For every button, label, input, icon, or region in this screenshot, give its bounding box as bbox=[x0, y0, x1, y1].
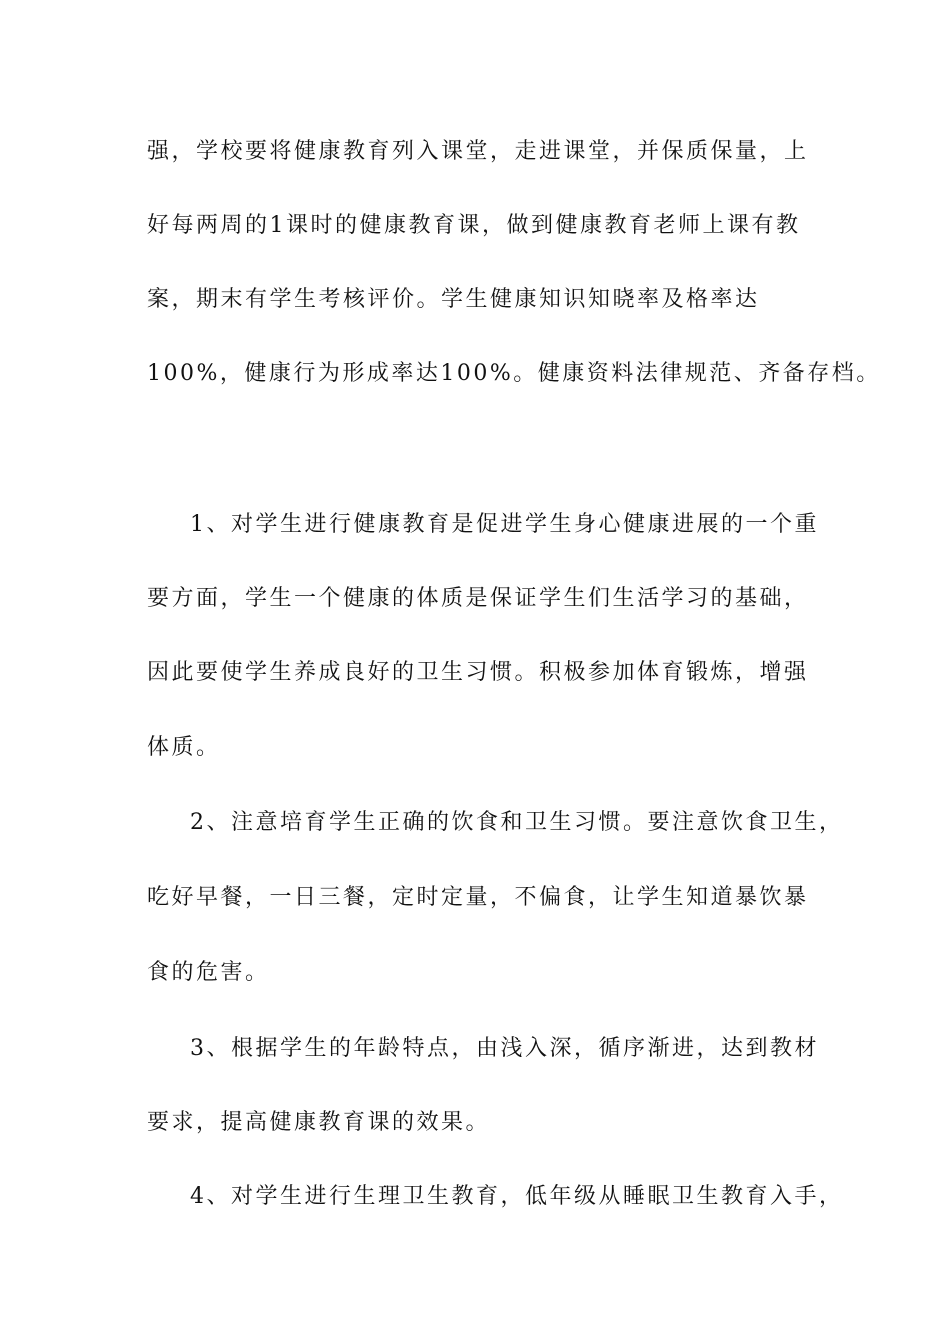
text-line: 3、根据学生的年龄特点，由浅入深，循序渐进，达到教材 bbox=[190, 1036, 819, 1061]
text-line: 1、对学生进行健康教育是促进学生身心健康进展的一个重 bbox=[190, 512, 819, 537]
text-line: 要方面，学生一个健康的体质是保证学生们生活学习的基础， bbox=[147, 586, 809, 611]
text-line: 体质。 bbox=[147, 735, 221, 760]
text-line: 因此要使学生养成良好的卫生习惯。积极参加体育锻炼，增强 bbox=[147, 660, 809, 685]
text-line: 强，学校要将健康教育列入课堂，走进课堂，并保质保量，上 bbox=[147, 139, 809, 164]
text-line: 食的危害。 bbox=[147, 960, 270, 985]
text-line: 要求，提高健康教育课的效果。 bbox=[147, 1110, 491, 1135]
text-line: 4、对学生进行生理卫生教育，低年级从睡眠卫生教育入手， bbox=[190, 1184, 844, 1209]
text-line: 吃好早餐，一日三餐，定时定量，不偏食，让学生知道暴饮暴 bbox=[147, 885, 809, 910]
text-line: 100%，健康行为形成率达100%。健康资料法律规范、齐备存档。 bbox=[147, 361, 881, 386]
text-line: 好每两周的1课时的健康教育课，做到健康教育老师上课有教 bbox=[147, 213, 801, 238]
text-line: 案，期末有学生考核评价。学生健康知识知晓率及格率达 bbox=[147, 287, 760, 312]
text-line: 2、注意培育学生正确的饮食和卫生习惯。要注意饮食卫生， bbox=[190, 810, 844, 835]
